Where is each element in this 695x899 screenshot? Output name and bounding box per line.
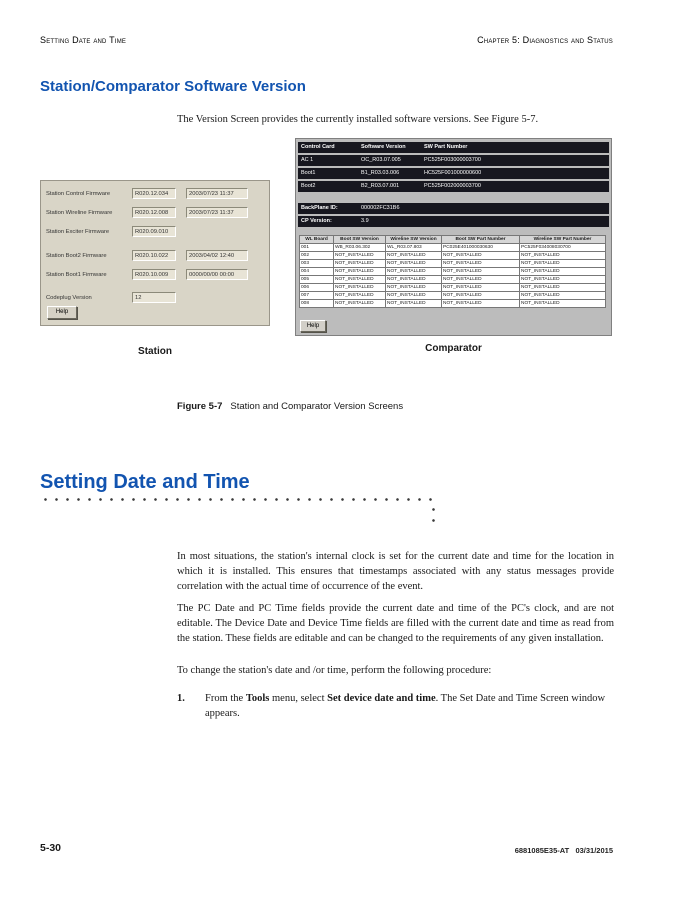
step-text-segment: menu, select (269, 693, 328, 704)
page-number: 5-30 (40, 842, 62, 854)
comparator-figure-label: Comparator (425, 343, 482, 354)
station-firmware-row (46, 250, 266, 262)
control-card-header-row (298, 142, 609, 153)
cell: NOT_INSTALLED (334, 276, 386, 284)
figure-caption (177, 401, 403, 412)
comparator-version-screenshot (295, 138, 612, 336)
card-name: AC 1 (301, 157, 314, 163)
cell: 001 (300, 244, 334, 252)
table-row (300, 292, 606, 300)
table-row (300, 268, 606, 276)
firmware-date-field: 2003/07/23 11:37 (186, 207, 248, 218)
cell: NOT_INSTALLED (442, 252, 520, 260)
section-title-setting-date-time: Setting Date and Time (40, 471, 250, 493)
table-row (300, 260, 606, 268)
cell: 008 (300, 300, 334, 308)
card-version: B1_R03.03.006 (361, 170, 400, 176)
cell: NOT_INSTALLED (386, 268, 442, 276)
card-part-number: PC525F003000003700 (424, 157, 481, 163)
section-title-software-version: Station/Comparator Software Version (40, 78, 306, 95)
document-number: 6881085E35-AT 03/31/2015 (514, 846, 613, 855)
body-paragraph-1: In most situations, the station's internal clock is set for the current date and time for the location in which it is installed. This ensures that timestamps associated with any status messages provide correlation with the actual time of occurrence of the event. (177, 551, 614, 592)
backplane-id-row (298, 203, 609, 214)
cell: 005 (300, 276, 334, 284)
cell: NOT_INSTALLED (442, 292, 520, 300)
col-header: WL Board (300, 236, 334, 244)
firmware-version-field: R020.12.034 (132, 188, 176, 199)
firmware-row-label: Station Control Firmware (46, 191, 111, 197)
figure-number: Figure 5-7 (177, 401, 223, 412)
cell: NOT_INSTALLED (520, 292, 606, 300)
col-header: Boot SW Version (334, 236, 386, 244)
dotted-rule-horizontal (40, 496, 438, 503)
firmware-version-field: R020.10.022 (132, 250, 176, 261)
wl-board-version-table (299, 235, 606, 308)
control-card-row (298, 168, 609, 179)
cell: NOT_INSTALLED (386, 284, 442, 292)
cell: NOT_INSTALLED (520, 268, 606, 276)
cell: NOT_INSTALLED (442, 300, 520, 308)
table-row (300, 300, 606, 308)
cell: 002 (300, 252, 334, 260)
firmware-row-label: Codeplug Version (46, 295, 92, 301)
firmware-version-field: R020.12.008 (132, 207, 176, 218)
cell: NOT_INSTALLED (442, 260, 520, 268)
backplane-id-label: BackPlane ID: (301, 205, 338, 211)
figure-caption-text: Station and Comparator Version Screens (230, 401, 404, 412)
col-header: Boot SW Part Number (442, 236, 520, 244)
section1-intro-paragraph: The Version Screen provides the currently installed software versions. See Figure 5-7. (177, 114, 539, 125)
station-version-screenshot (40, 180, 270, 326)
station-firmware-row (46, 188, 266, 200)
cell: NOT_INSTALLED (442, 276, 520, 284)
cp-version-row (298, 216, 609, 227)
sw-part-number-header: SW Part Number (424, 144, 468, 150)
firmware-row-label: Station Boot1 Firmware (46, 272, 107, 278)
step-number: 1. (177, 693, 185, 704)
cell: NOT_INSTALLED (334, 300, 386, 308)
cell: NOT_INSTALLED (520, 260, 606, 268)
col-header: Wireline SW Part Number (520, 236, 606, 244)
procedure-step-1 (177, 691, 614, 721)
software-version-header: Software Version (361, 144, 406, 150)
station-figure-label: Station (138, 346, 172, 357)
firmware-version-field: 12 (132, 292, 176, 303)
card-name: Boot2 (301, 183, 316, 189)
cell: NOT_INSTALLED (386, 300, 442, 308)
cell: NOT_INSTALLED (386, 276, 442, 284)
table-row (300, 244, 606, 252)
set-device-date-time-ref: Set device date and time (327, 693, 436, 704)
tools-menu-ref: Tools (245, 693, 270, 704)
station-firmware-row (46, 226, 266, 238)
cell: NOT_INSTALLED (386, 260, 442, 268)
cell: 004 (300, 268, 334, 276)
cell: NOT_INSTALLED (442, 268, 520, 276)
step-text-segment: From the (205, 693, 246, 704)
cell: NOT_INSTALLED (442, 284, 520, 292)
cell: NOT_INSTALLED (386, 292, 442, 300)
card-version: B2_R03.07.001 (361, 183, 400, 189)
cell: NOT_INSTALLED (386, 252, 442, 260)
card-part-number: HC525F001000000600 (424, 170, 482, 176)
table-row (300, 252, 606, 260)
card-version: OC_R03.07.005 (361, 157, 401, 163)
backplane-id-value: 000002FC31B6 (361, 205, 400, 211)
dotted-rule-vertical (430, 504, 437, 527)
col-header: Wireline SW Version (386, 236, 442, 244)
body-paragraph-3: To change the station's date and /or time, perform the following procedure: (177, 665, 492, 676)
firmware-version-field: R020.09.010 (132, 226, 176, 237)
control-card-row (298, 181, 609, 192)
table-header-row (300, 236, 606, 244)
firmware-row-label: Station Exciter Firmware (46, 229, 110, 235)
cell: NOT_INSTALLED (520, 276, 606, 284)
station-firmware-row (46, 292, 266, 304)
comparator-help-button: Help (300, 320, 326, 332)
card-name: Boot1 (301, 170, 316, 176)
cell: NOT_INSTALLED (520, 284, 606, 292)
cell: 006 (300, 284, 334, 292)
station-firmware-row (46, 207, 266, 219)
cell: NOT_INSTALLED (334, 292, 386, 300)
firmware-date-field: 2003/07/23 11:37 (186, 188, 248, 199)
cell: NOT_INSTALLED (334, 252, 386, 260)
firmware-row-label: Station Boot2 Firmware (46, 253, 107, 259)
cell: PC025E401000030630 (442, 244, 520, 252)
control-card-header: Control Card (301, 144, 335, 150)
cp-version-label: CP Version: (301, 218, 332, 224)
cell: WL_R03.07.803 (386, 244, 442, 252)
body-paragraph-2: The PC Date and PC Time fields provide the current date and time of the PC's clock, and are not editable. The Device Date and Device Time fields are filled with the current date and time as read from the station. These fields are editable and can be changed to the requirements of any given installation. (177, 603, 614, 644)
station-help-button: Help (47, 306, 77, 319)
control-card-row (298, 155, 609, 166)
cell: NOT_INSTALLED (334, 260, 386, 268)
cp-version-value: 3.9 (361, 218, 369, 224)
cell: NOT_INSTALLED (520, 252, 606, 260)
firmware-date-field: 0000/00/00 00:00 (186, 269, 248, 280)
cell: PC525F034008030700 (520, 244, 606, 252)
running-header-right: Chapter 5: Diagnostics and Status (477, 35, 613, 45)
step-text-segment: . The Set Date and Time Screen window appears. (205, 693, 606, 719)
cell: WB_R03.06.302 (334, 244, 386, 252)
firmware-date-field: 2003/04/02 12:40 (186, 250, 248, 261)
table-row (300, 276, 606, 284)
running-header-left: Setting Date and Time (40, 35, 127, 45)
step-text (205, 691, 614, 721)
cell: 003 (300, 260, 334, 268)
station-firmware-row (46, 269, 266, 281)
firmware-version-field: R020.10.009 (132, 269, 176, 280)
cell: NOT_INSTALLED (334, 284, 386, 292)
table-row (300, 284, 606, 292)
firmware-row-label: Station Wireline Firmware (46, 210, 113, 216)
cell: NOT_INSTALLED (520, 300, 606, 308)
cell: NOT_INSTALLED (334, 268, 386, 276)
cell: 007 (300, 292, 334, 300)
card-part-number: PC525F002000003700 (424, 183, 481, 189)
